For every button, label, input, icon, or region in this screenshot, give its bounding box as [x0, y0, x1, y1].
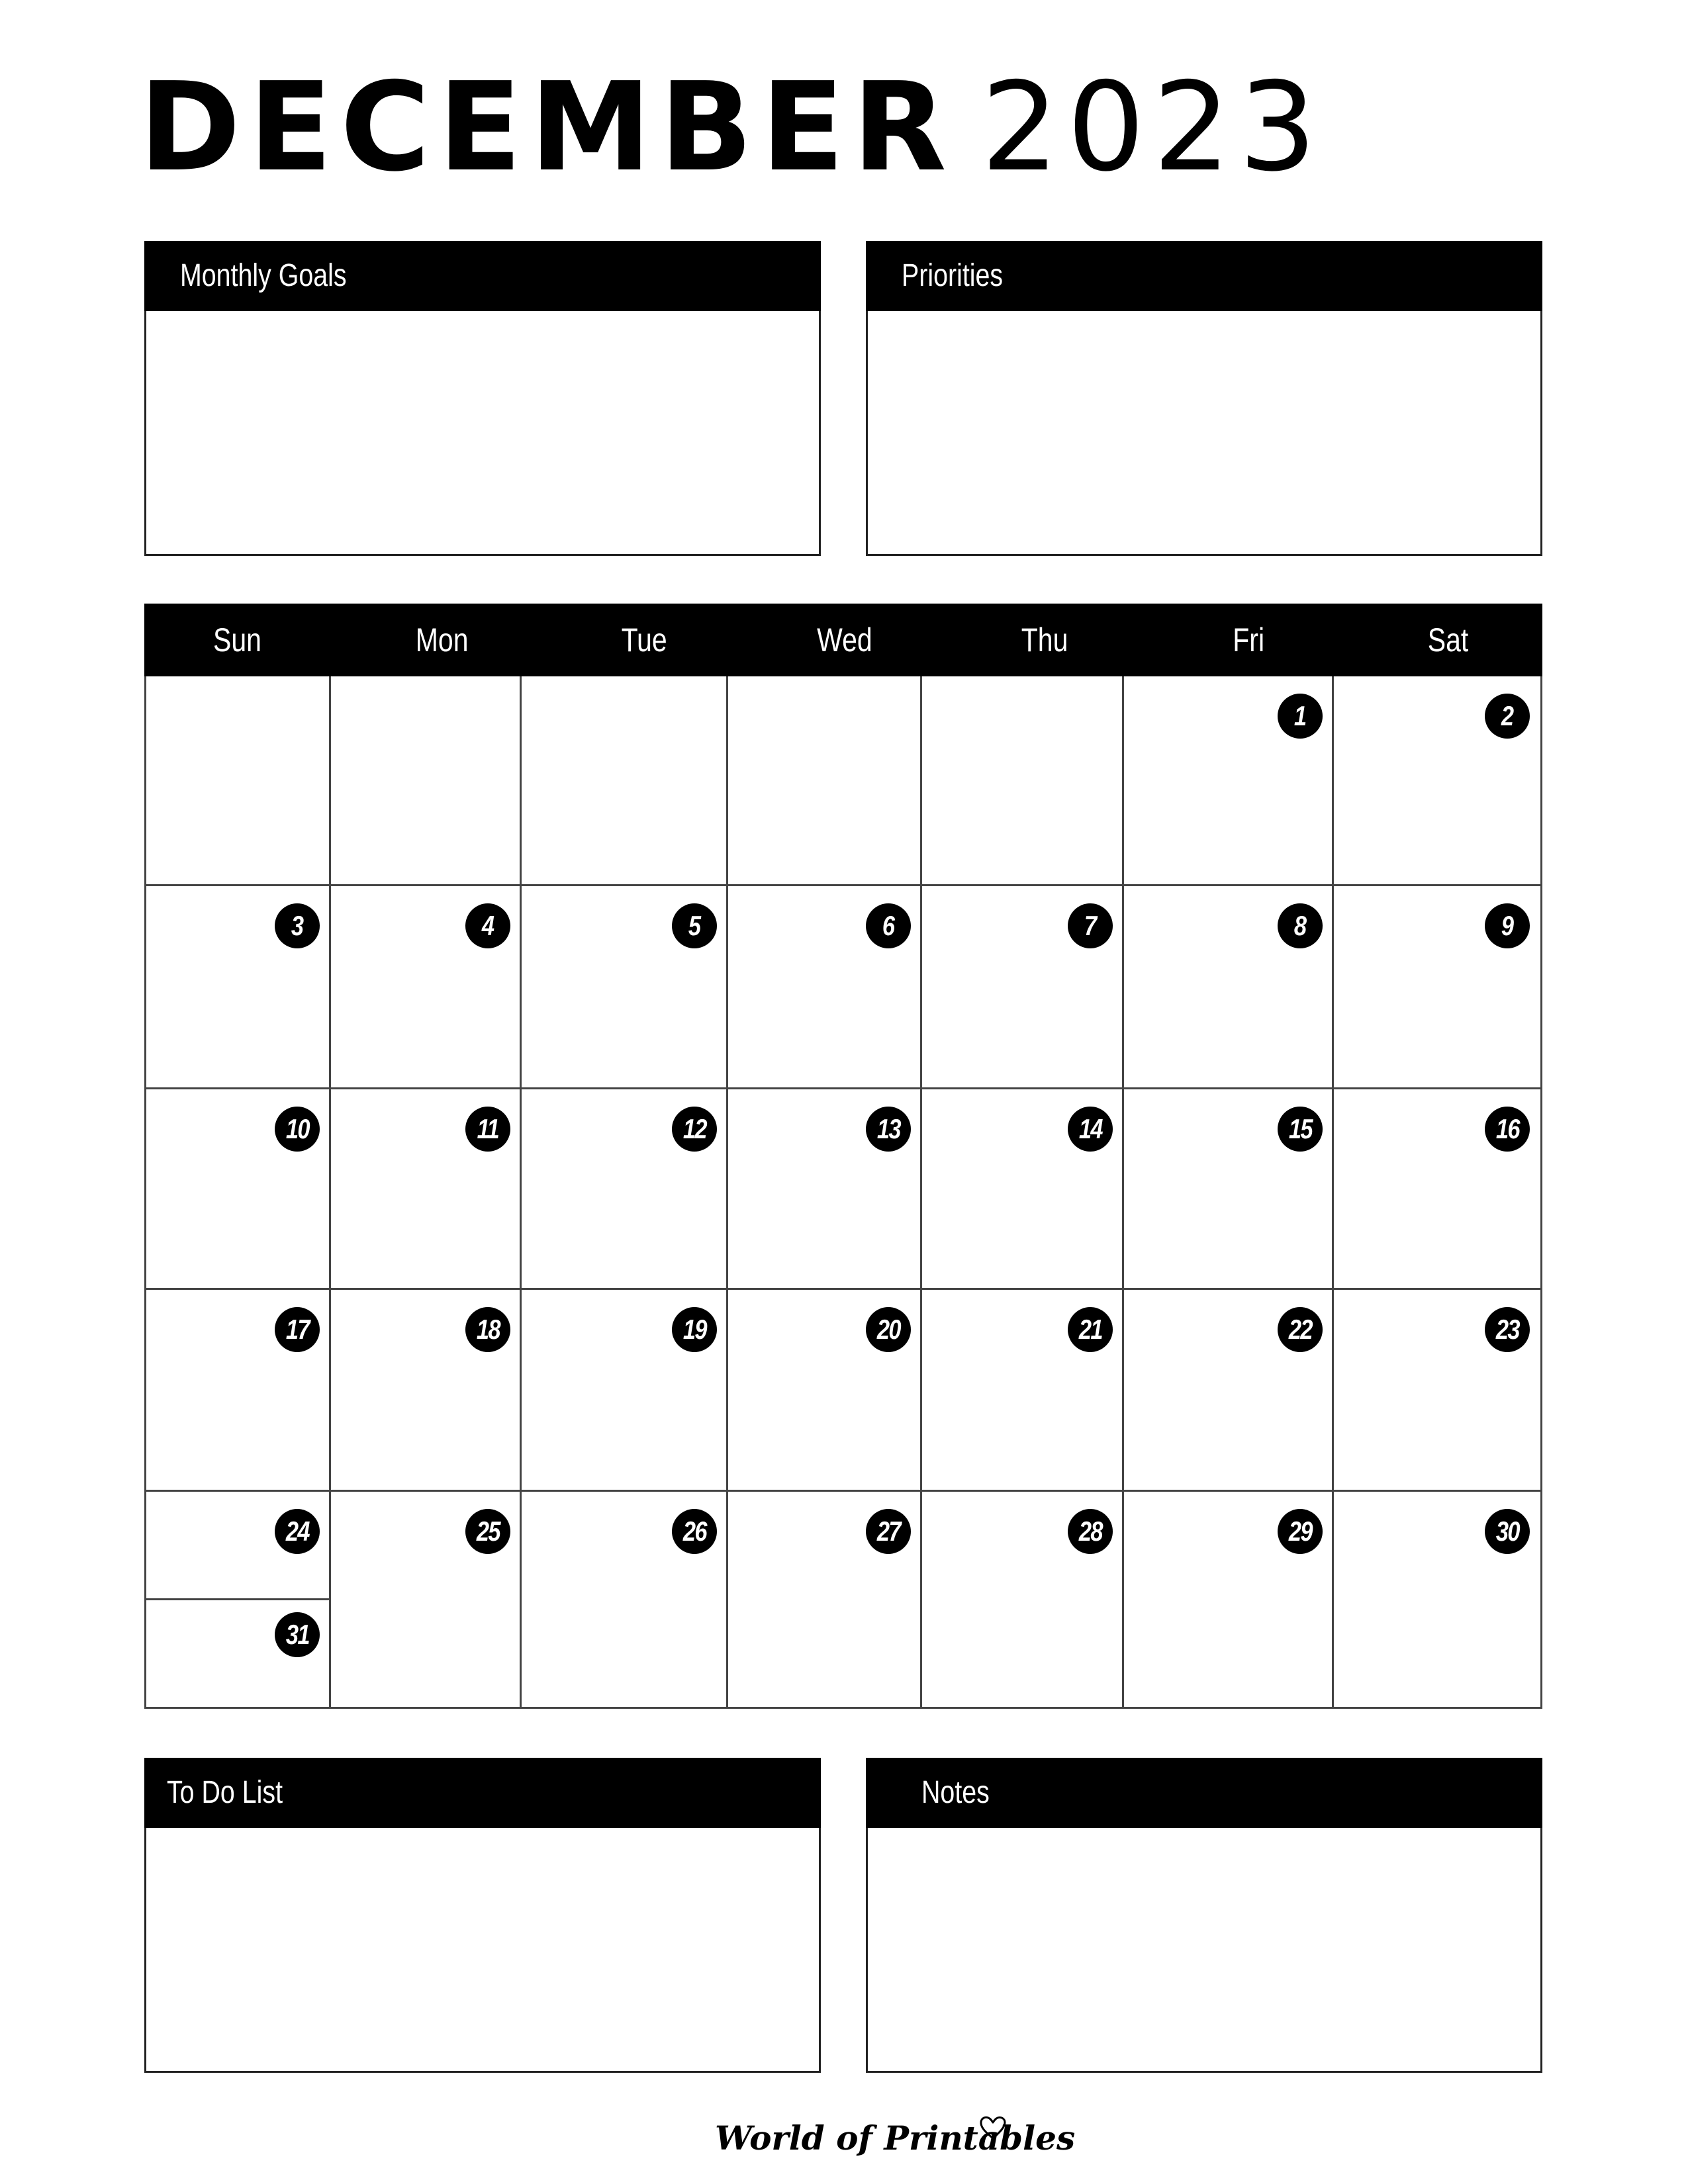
day-number-badge: 21 — [1068, 1307, 1113, 1352]
empty-day-cell[interactable] — [728, 676, 922, 886]
priorities-label: Priorities — [902, 258, 1004, 293]
weekday-wed: Wed — [817, 621, 872, 659]
day-cell[interactable] — [922, 1089, 1124, 1290]
day-cell[interactable] — [331, 886, 522, 1089]
day-cell[interactable] — [728, 1290, 922, 1492]
day-number-badge: 5 — [672, 903, 717, 948]
empty-day-cell[interactable] — [144, 676, 331, 886]
notes-box — [866, 1758, 1542, 2073]
day-number-badge: 12 — [672, 1107, 717, 1152]
monthly-goals-box — [144, 241, 821, 556]
day-cell[interactable] — [331, 1492, 522, 1709]
day-cell[interactable] — [522, 1492, 728, 1709]
empty-day-cell[interactable] — [331, 676, 522, 886]
day-cell[interactable] — [1334, 1089, 1542, 1290]
day-number-badge: 17 — [275, 1307, 320, 1352]
todo-list-header — [144, 1758, 821, 1828]
brand-name: World of Printables — [715, 2118, 1076, 2158]
day-cell[interactable] — [1124, 1492, 1334, 1709]
day-number-badge: 2 — [1485, 694, 1530, 739]
day-cell[interactable] — [144, 1290, 331, 1492]
day-cell[interactable] — [1334, 1290, 1542, 1492]
monthly-goals-label: Monthly Goals — [180, 258, 347, 293]
day-cell[interactable] — [1334, 886, 1542, 1089]
day-cell[interactable] — [1124, 1290, 1334, 1492]
title-month: DECEMBER — [139, 56, 955, 199]
day-number-badge: 26 — [672, 1509, 717, 1554]
day-number-badge: 10 — [275, 1107, 320, 1152]
day-cell[interactable] — [1124, 676, 1334, 886]
day-number-badge: 22 — [1278, 1307, 1323, 1352]
day-cell[interactable] — [522, 1089, 728, 1290]
day-number-badge: 13 — [866, 1107, 911, 1152]
weekday-fri: Fri — [1233, 621, 1264, 659]
empty-day-cell[interactable] — [922, 676, 1124, 886]
day-cell[interactable] — [1334, 676, 1542, 886]
day-cell[interactable] — [1124, 1089, 1334, 1290]
day-cell[interactable] — [922, 1492, 1124, 1709]
priorities-header — [866, 241, 1542, 311]
day-number-badge: 8 — [1278, 903, 1323, 948]
title-year: 2023 — [981, 56, 1325, 199]
day-cell[interactable] — [144, 1492, 331, 1600]
todo-list-label: To Do List — [167, 1775, 283, 1810]
day-number-badge: 25 — [465, 1509, 510, 1554]
weekday-thu: Thu — [1021, 621, 1068, 659]
day-cell[interactable] — [331, 1290, 522, 1492]
day-number-badge: 29 — [1278, 1509, 1323, 1554]
empty-day-cell[interactable] — [522, 676, 728, 886]
day-number-badge: 27 — [866, 1509, 911, 1554]
day-number-badge: 6 — [866, 903, 911, 948]
monthly-goals-header — [144, 241, 821, 311]
day-cell[interactable] — [144, 886, 331, 1089]
weekday-header — [144, 604, 1542, 676]
day-cell[interactable] — [331, 1089, 522, 1290]
day-number-badge: 23 — [1485, 1307, 1530, 1352]
day-cell[interactable] — [144, 1089, 331, 1290]
day-cell[interactable] — [728, 1492, 922, 1709]
day-cell[interactable] — [522, 1290, 728, 1492]
day-cell[interactable] — [922, 1290, 1124, 1492]
day-number-badge: 4 — [465, 903, 510, 948]
day-number-badge: 7 — [1068, 903, 1113, 948]
day-number-badge: 19 — [672, 1307, 717, 1352]
priorities-box — [866, 241, 1542, 556]
day-number-badge: 30 — [1485, 1509, 1530, 1554]
day-cell[interactable] — [522, 886, 728, 1089]
weekday-sat: Sat — [1428, 621, 1469, 659]
calendar-grid — [144, 604, 1542, 1709]
heart-icon — [978, 2115, 1008, 2141]
day-number-badge: 15 — [1278, 1107, 1323, 1152]
day-number-badge: 31 — [275, 1612, 320, 1657]
weekday-sun: Sun — [212, 621, 261, 659]
day-number-badge: 14 — [1068, 1107, 1113, 1152]
day-number-badge: 24 — [275, 1509, 320, 1554]
day-cell[interactable] — [728, 886, 922, 1089]
brand-logo — [715, 2115, 1076, 2167]
notes-header — [866, 1758, 1542, 1828]
day-number-badge: 9 — [1485, 903, 1530, 948]
day-number-badge: 18 — [465, 1307, 510, 1352]
day-number-badge: 28 — [1068, 1509, 1113, 1554]
day-number-badge: 20 — [866, 1307, 911, 1352]
notes-label: Notes — [921, 1775, 990, 1810]
weekday-tue: Tue — [621, 621, 667, 659]
day-number-badge: 16 — [1485, 1107, 1530, 1152]
page-title — [139, 56, 1325, 199]
todo-list-box — [144, 1758, 821, 2073]
day-cell[interactable] — [922, 886, 1124, 1089]
day-cell[interactable] — [144, 1600, 331, 1709]
day-cell[interactable] — [728, 1089, 922, 1290]
day-cell[interactable] — [1124, 886, 1334, 1089]
weekday-mon: Mon — [416, 621, 469, 659]
day-number-badge: 1 — [1278, 694, 1323, 739]
day-number-badge: 3 — [275, 903, 320, 948]
day-cell[interactable] — [1334, 1492, 1542, 1709]
day-number-badge: 11 — [465, 1107, 510, 1152]
